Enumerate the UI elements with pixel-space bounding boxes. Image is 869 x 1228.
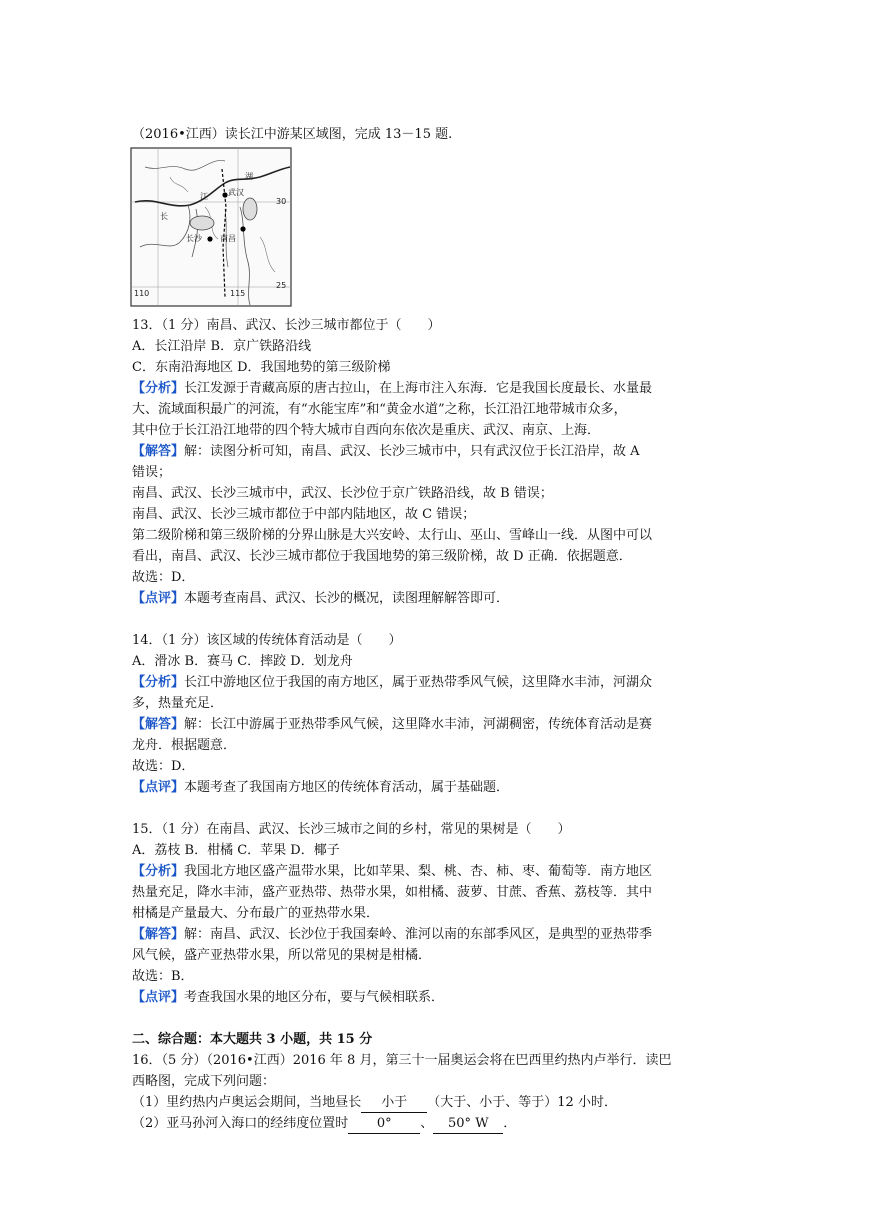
q15-analysis-text: 我国北方地区盛产温带水果，比如苹果、梨、桃、杏、柿、枣、葡萄等．南方地区: [184, 864, 653, 879]
q16-part2-end: ．: [503, 1116, 517, 1131]
map-lon-110: 110: [134, 289, 150, 298]
q15-answer-choice: 故选：B．: [132, 969, 194, 984]
q16-part1: [132, 1092, 744, 1113]
q13-comment-line: [132, 588, 744, 609]
q13-stem: 13．（1 分）南昌、武汉、长沙三城市都位于（ ）: [132, 318, 441, 333]
q16-part2-prefix: （2）亚马孙河入海口的经纬度位置时: [132, 1116, 349, 1131]
map-lat-25: 25: [276, 281, 287, 290]
q15-analysis-line: [132, 861, 744, 882]
q14-answer-choice: 故选：D．: [132, 759, 195, 774]
q16-part1-prefix: （1）里约热内卢奥运会期间，当地昼长: [132, 1095, 362, 1110]
comment-tag: 【点评】: [132, 591, 185, 606]
answer-tag: 【解答】: [132, 717, 185, 732]
q14-analysis-text: 长江中游地区位于我国的南方地区，属于亚热带季风气候，这里降水丰沛，河湖众: [184, 675, 653, 690]
q13-analysis-cont: 其中位于长江沿江地带的四个特大城市自西向东依次是重庆、武汉、南京、上海．: [132, 423, 601, 438]
q14-answer-text: 解：长江中游属于亚热带季风气候，这里降水丰沛，河湖稠密，传统体育活动是赛: [184, 717, 653, 732]
q14-analysis-line: [132, 672, 744, 693]
map-label-jiang: 江: [200, 192, 208, 201]
q15-comment-text: 考查我国水果的地区分布，要与气候相联系．: [184, 990, 445, 1005]
q16-stem-cont: 西略图，完成下列问题：: [132, 1074, 276, 1089]
q15-answer-cont: 风气候，盛产亚热带水果，所以常见的果树是柑橘．: [132, 948, 432, 963]
q14-comment-text: 本题考查了我国南方地区的传统体育活动，属于基础题．: [184, 780, 510, 795]
map-city-changsha: 长沙: [186, 234, 202, 243]
intro-text: （2016•江西）读长江中游某区域图，完成 13－15 题.: [132, 127, 453, 142]
q15-options: A．荔枝 B．柑橘 C．苹果 D．椰子: [132, 843, 340, 858]
q16-part1-suffix: （大于、小于、等于）12 小时．: [427, 1095, 617, 1110]
q13-answer-cont: 看出，南昌、武汉、长沙三城市都位于我国地势的第三级阶梯，故 D 正确．依据题意．: [132, 549, 632, 564]
q13-options-cd: C．东南沿海地区 D．我国地势的第三级阶梯: [132, 360, 391, 375]
q15-answer-line: [132, 924, 744, 945]
map-label-changhu: 长: [160, 212, 168, 221]
region-map-drawing: [130, 147, 292, 309]
q14-answer-cont: 龙舟．根据题意．: [132, 738, 237, 753]
q16-part2-blank-lon: 50° W: [433, 1115, 503, 1134]
q16-part2: [132, 1113, 744, 1134]
q16-part2-blank-lat: 0°: [348, 1115, 420, 1134]
answer-tag: 【解答】: [132, 444, 185, 459]
q13-analysis-cont: 大、流域面积最广的河流，有“水能宝库”和“黄金水道”之称，长江沿江地带城市众多，: [132, 402, 627, 417]
q15-stem: 15．（1 分）在南昌、武汉、长沙三城市之间的乡村，常见的果树是（ ）: [132, 822, 571, 837]
region-map: [130, 147, 292, 309]
comment-tag: 【点评】: [132, 990, 185, 1005]
q13-answer-line: [132, 441, 744, 462]
q13-answer-choice: 故选：D．: [132, 570, 195, 585]
q15-analysis-cont: 热量充足，降水丰沛，盛产亚热带、热带水果，如柑橘、菠萝、甘蔗、香蕉、荔枝等．其中: [132, 885, 653, 900]
q16-part2-separator: 、: [420, 1116, 434, 1131]
q15-comment-line: [132, 987, 744, 1008]
section2-heading: 二、综合题：本大题共 3 小题，共 15 分: [132, 1032, 373, 1047]
map-city-wuhan: 武汉: [228, 188, 244, 197]
map-lat-30: 30: [276, 197, 287, 206]
document-page: [132, 124, 744, 1134]
q15-analysis-cont: 柑橘是产量最大、分布最广的亚热带水果．: [132, 906, 380, 921]
q13-answer-cont: 第二级阶梯和第三级阶梯的分界山脉是大兴安岭、太行山、巫山、雪峰山一线．从图中可以: [132, 528, 653, 543]
q16-part1-blank: 小于: [361, 1094, 427, 1113]
q13-comment-text: 本题考查南昌、武汉、长沙的概况，读图理解解答即可．: [184, 591, 510, 606]
q15-answer-text: 解：南昌、武汉、长沙位于我国秦岭、淮河以南的东部季风区，是典型的亚热带季: [184, 927, 653, 942]
q13-options-ab: A．长江沿岸 B．京广铁路沿线: [132, 339, 312, 354]
map-city-nanchang: 南昌: [220, 234, 236, 243]
q14-answer-line: [132, 714, 744, 735]
comment-tag: 【点评】: [132, 780, 185, 795]
map-label-hu: 湖: [245, 172, 253, 181]
q13-answer-cont: 错误；: [132, 465, 172, 480]
q13-answer-cont: 南昌、武汉、长沙三城市都位于中部内陆地区，故 C 错误；: [132, 507, 476, 522]
q14-analysis-cont: 多，热量充足．: [132, 696, 224, 711]
q14-stem: 14．（1 分）该区域的传统体育活动是（ ）: [132, 633, 402, 648]
map-lon-115: 115: [230, 289, 246, 298]
analysis-tag: 【分析】: [132, 864, 185, 879]
analysis-tag: 【分析】: [132, 381, 185, 396]
q13-answer-cont: 南昌、武汉、长沙三城市中，武汉、长沙位于京广铁路沿线，故 B 错误；: [132, 486, 553, 501]
q13-analysis-line: [132, 378, 744, 399]
q16-stem: 16．（5 分）（2016•江西）2016 年 8 月，第三十一届奥运会将在巴西里约热内卢举行．读巴: [132, 1053, 672, 1068]
answer-tag: 【解答】: [132, 927, 185, 942]
q14-options: A．滑冰 B．赛马 C．摔跤 D．划龙舟: [132, 654, 353, 669]
q13-answer-text: 解：读图分析可知，南昌、武汉、长沙三城市中，只有武汉位于长江沿岸，故 A: [184, 444, 640, 459]
analysis-tag: 【分析】: [132, 675, 185, 690]
q14-comment-line: [132, 777, 744, 798]
q13-analysis-text: 长江发源于青藏高原的唐古拉山，在上海市注入东海．它是我国长度最长、水量最: [184, 381, 653, 396]
